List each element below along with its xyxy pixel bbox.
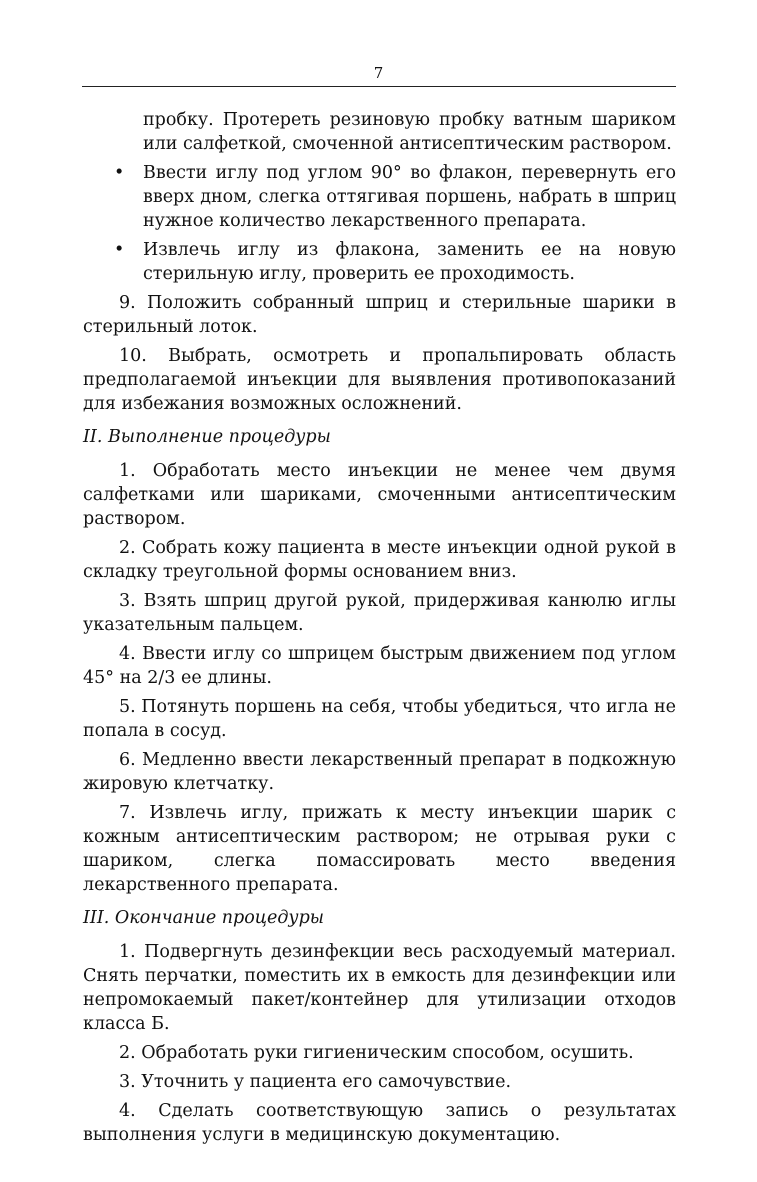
execution-step-5: 5. Потянуть поршень на себя, чтобы убедиться, что игла не попала в сосуд. [83,697,676,741]
execution-step-4: 4. Ввести иглу со шприцем быстрым движением под углом 45° на 2/3 ее длины. [83,644,676,688]
page-number: 7 [373,64,384,82]
step-9: 9. Положить собранный шприц и стерильные шарики в стерильный лоток. [83,293,676,337]
completion-step-3: 3. Уточнить у пациента его самочувствие. [119,1072,512,1092]
completion-step-2: 2. Обработать руки гигиеническим способом, осушить. [119,1043,634,1063]
execution-step-2: 2. Собрать кожу пациента в месте инъекции одной рукой в складку треугольной формы основанием вниз. [83,538,676,582]
execution-step-1: 1. Обработать место инъекции не менее чем двумя салфетками или шариками, смоченными антисептическим раствором. [83,461,676,529]
completion-step-1: 1. Подвергнуть дезинфекции весь расходуемый материал. Снять перчатки, поместить их в емкость для дезинфекции или непромокаемый пакет/контейнер для утилизации отходов класса Б. [83,942,676,1034]
bullet-icon: • [114,240,125,260]
execution-step-3: 3. Взять шприц другой рукой, придерживая канюлю иглы указательным пальцем. [83,591,676,635]
header-rule [82,86,676,87]
completion-step-4: 4. Сделать соответствующую запись о результатах выполнения услуги в медицинскую документацию. [83,1101,676,1145]
section-heading-completion: III. Окончание процедуры [83,908,325,928]
bullet-text: Ввести иглу под углом 90° во флакон, перевернуть его вверх дном, слегка оттягивая поршень, набрать в шприц нужное количество лекарственного препарата. [143,163,676,231]
bullet-item [83,161,676,233]
execution-step-6: 6. Медленно ввести лекарственный препарат в подкожную жировую клетчатку. [83,750,676,794]
continued-paragraph: пробку. Протереть резиновую пробку ватным шариком или салфеткой, смоченной антисептическим раствором. [143,110,676,154]
section-heading-execution: II. Выполнение процедуры [83,427,331,447]
step-10: 10. Выбрать, осмотреть и пропальпировать область предполагаемой инъекции для выявления противопоказаний для избежания возможных осложнений. [83,346,676,414]
bullet-icon: • [114,163,125,183]
execution-step-7: 7. Извлечь иглу, прижать к месту инъекции шарик с кожным антисептическим раствором; не отрывая руки с шариком, слегка помассировать место введения лекарственного препарата. [83,803,676,895]
page-body [83,108,676,1147]
bullet-item [83,238,676,286]
bullet-text: Извлечь иглу из флакона, заменить ее на новую стерильную иглу, проверить ее проходимость. [143,240,676,284]
